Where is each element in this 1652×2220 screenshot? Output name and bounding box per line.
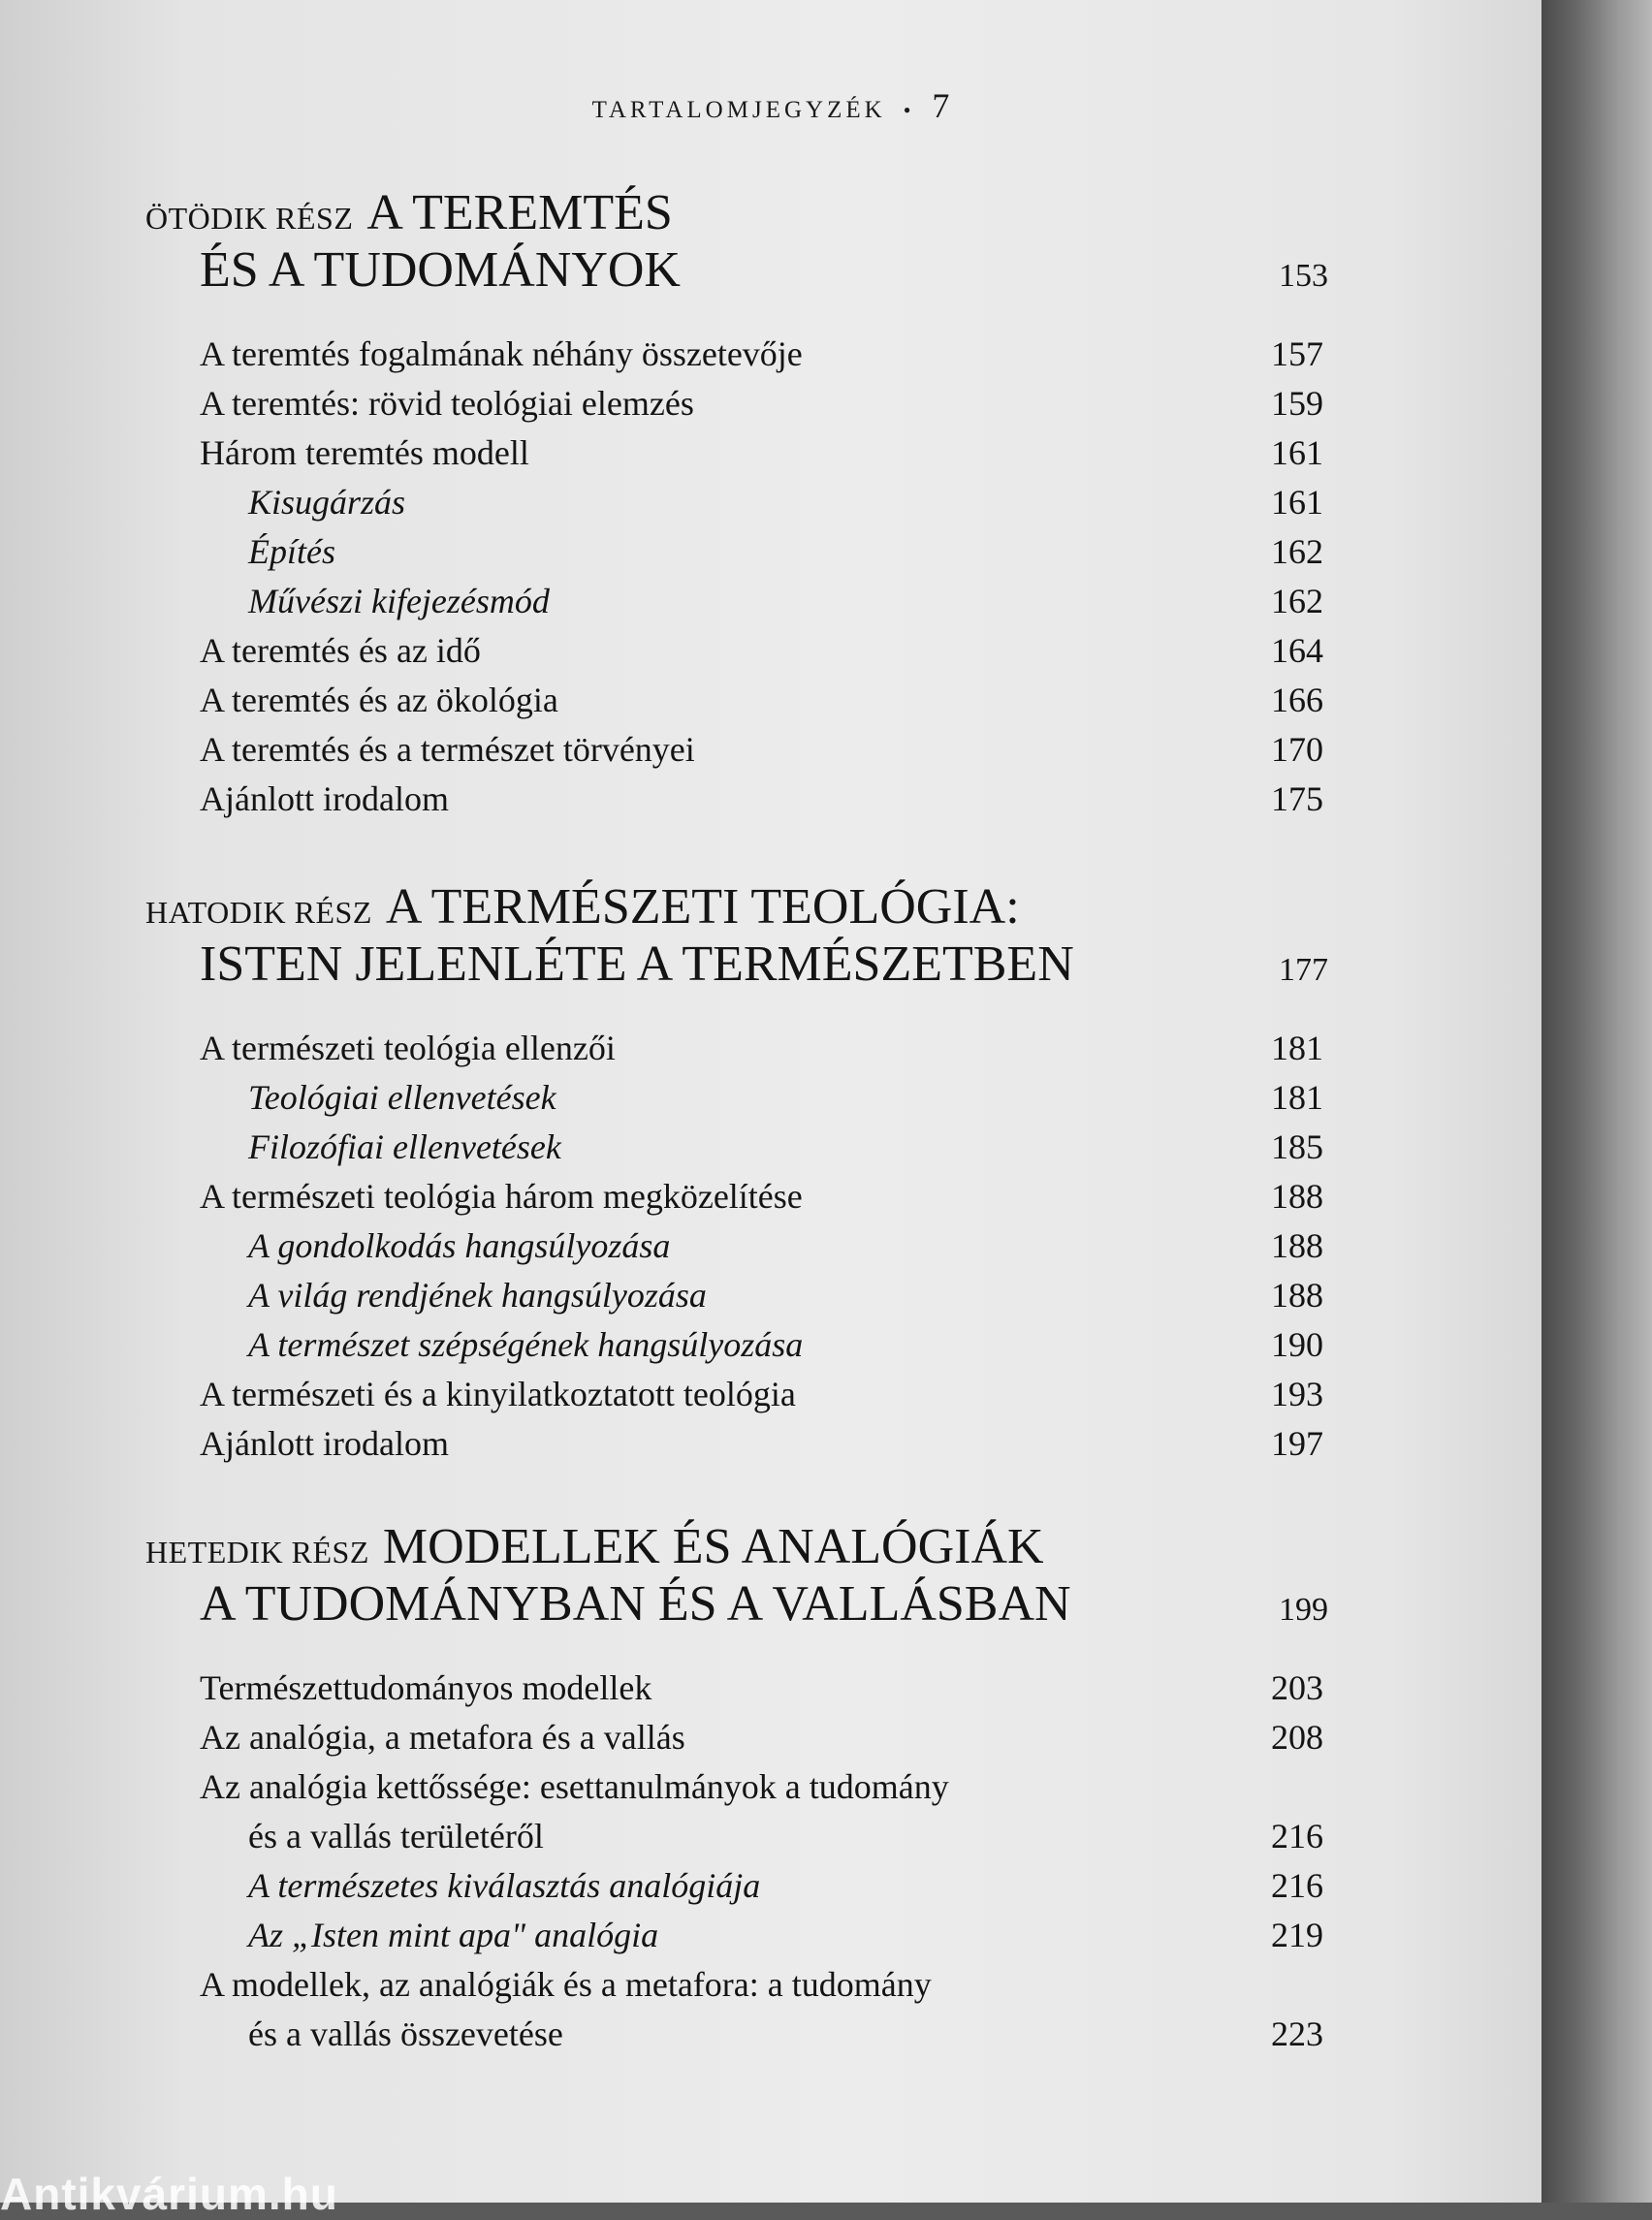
section-heading-line2 bbox=[145, 936, 1328, 999]
section-page-number: 153 bbox=[1279, 258, 1328, 294]
toc-entry-page: 190 bbox=[1271, 1325, 1323, 1364]
toc-subentry bbox=[145, 1320, 1323, 1370]
toc-entry-page: 219 bbox=[1271, 1916, 1323, 1954]
toc-subentry bbox=[145, 1911, 1323, 1960]
toc-subentry bbox=[145, 577, 1323, 626]
page-number: 7 bbox=[932, 86, 950, 125]
toc-entry-title: A természetes kiválasztás analógiája bbox=[248, 1866, 761, 1905]
toc-section bbox=[145, 878, 1328, 1469]
toc-section bbox=[145, 184, 1328, 824]
toc-subentry bbox=[145, 527, 1323, 577]
toc-entry-title: A teremtés fogalmának néhány összetevője bbox=[200, 334, 803, 373]
toc-entry-page: 162 bbox=[1271, 532, 1323, 571]
section-heading-line2 bbox=[145, 1576, 1328, 1638]
toc-entry-page: 188 bbox=[1271, 1276, 1323, 1315]
toc-subentry bbox=[145, 1221, 1323, 1271]
toc-entry-page: 185 bbox=[1271, 1127, 1323, 1166]
toc-entry-title: Az „Isten mint apa" analógia bbox=[248, 1916, 659, 1954]
toc-entry-title: A teremtés és az ökológia bbox=[200, 681, 558, 719]
part-label: HETEDIK RÉSZ bbox=[145, 1535, 369, 1570]
toc-entry-title: A világ rendjének hangsúlyozása bbox=[248, 1276, 707, 1315]
toc-entry bbox=[145, 626, 1323, 676]
section-heading bbox=[145, 1518, 1323, 1576]
toc-subentry bbox=[145, 1073, 1323, 1123]
toc-entry-page: 181 bbox=[1271, 1078, 1323, 1117]
toc-entry bbox=[145, 1762, 1323, 1812]
toc-entry bbox=[145, 1419, 1323, 1469]
toc-entry-title: A természeti teológia ellenzői bbox=[200, 1029, 616, 1067]
part-title-line1: A TERMÉSZETI TEOLÓGIA: bbox=[385, 879, 1020, 935]
toc-entry-title: A teremtés és az idő bbox=[200, 631, 481, 670]
section-page-number: 199 bbox=[1279, 1592, 1328, 1628]
toc-entry-page: 166 bbox=[1271, 681, 1323, 719]
toc-entry-page: 223 bbox=[1271, 2014, 1323, 2053]
toc-entry-title: A természet szépségének hangsúlyozása bbox=[248, 1325, 804, 1364]
toc-entry-page: 203 bbox=[1271, 1668, 1323, 1707]
toc-entries bbox=[145, 1024, 1323, 1469]
part-title-line2: A TUDOMÁNYBAN ÉS A VALLÁSBAN bbox=[200, 1576, 1071, 1632]
toc-entry-title: Három teremtés modell bbox=[200, 433, 529, 472]
toc-entry bbox=[145, 1713, 1323, 1762]
part-title-line1: MODELLEK ÉS ANALÓGIÁK bbox=[382, 1519, 1044, 1574]
toc-entry-page: 181 bbox=[1271, 1029, 1323, 1067]
page-edge-stack bbox=[1541, 0, 1652, 2203]
toc-entry-page: 170 bbox=[1271, 730, 1323, 769]
toc-entry-title: Teológiai ellenvetések bbox=[248, 1078, 556, 1117]
toc-entry-title: Filozófiai ellenvetések bbox=[248, 1127, 561, 1166]
toc-entry-page: 157 bbox=[1271, 334, 1323, 373]
section-heading-line2 bbox=[145, 242, 1328, 304]
toc-entry-title: A modellek, az analógiák és a metafora: a tudomány bbox=[200, 1965, 932, 2004]
toc-entry bbox=[145, 379, 1323, 428]
toc-entry bbox=[145, 1024, 1323, 1073]
toc-entry-page: 216 bbox=[1271, 1866, 1323, 1905]
toc-entry-title: Kisugárzás bbox=[248, 483, 406, 522]
toc-entry-page: 208 bbox=[1271, 1718, 1323, 1757]
toc-entries bbox=[145, 330, 1323, 824]
toc-entry-title: Építés bbox=[248, 532, 335, 571]
toc-entry-title: A gondolkodás hangsúlyozása bbox=[248, 1226, 671, 1265]
toc-entry bbox=[145, 1370, 1323, 1419]
toc-entry-page: 161 bbox=[1271, 483, 1323, 522]
toc-entry bbox=[145, 1960, 1323, 2010]
toc-entry-title: Művészi kifejezésmód bbox=[248, 582, 550, 620]
running-head bbox=[0, 85, 1541, 126]
toc-entry bbox=[145, 428, 1323, 478]
toc-entry bbox=[145, 676, 1323, 725]
watermark: Antikvárium.hu bbox=[0, 2169, 338, 2219]
toc-entry-page: 162 bbox=[1271, 582, 1323, 620]
toc-entry-title: A teremtés és a természet törvényei bbox=[200, 730, 695, 769]
part-label: HATODIK RÉSZ bbox=[145, 895, 372, 930]
toc-entry bbox=[145, 1172, 1323, 1221]
section-heading bbox=[145, 878, 1323, 936]
running-head-bullet: • bbox=[903, 98, 915, 122]
toc-entry-page: 193 bbox=[1271, 1375, 1323, 1413]
toc-entry-page: 161 bbox=[1271, 433, 1323, 472]
section-page-number: 177 bbox=[1279, 952, 1328, 988]
toc-entry bbox=[145, 775, 1323, 824]
toc-entry-page: 159 bbox=[1271, 384, 1323, 423]
toc-subentry bbox=[145, 1271, 1323, 1320]
toc-entry-title: Ajánlott irodalom bbox=[200, 779, 449, 818]
part-label: ÖTÖDIK RÉSZ bbox=[145, 201, 354, 236]
toc-entry-page: 216 bbox=[1271, 1817, 1323, 1855]
toc-entry-page: 164 bbox=[1271, 631, 1323, 670]
toc-subentry bbox=[145, 478, 1323, 527]
toc-entry-page: 188 bbox=[1271, 1226, 1323, 1265]
toc-entry-title: A természeti teológia három megközelítése bbox=[200, 1177, 803, 1216]
toc-entry-page: 197 bbox=[1271, 1424, 1323, 1463]
part-title-line2: ISTEN JELENLÉTE A TERMÉSZETBEN bbox=[200, 936, 1074, 992]
toc-entry bbox=[145, 1664, 1323, 1713]
toc-entry-title: Az analógia, a metafora és a vallás bbox=[200, 1718, 685, 1757]
toc-entry-title: és a vallás területéről bbox=[248, 1817, 544, 1855]
toc-entry-title: és a vallás összevetése bbox=[248, 2014, 563, 2053]
toc-subentry bbox=[145, 1861, 1323, 1911]
toc-entry-title: Az analógia kettőssége: esettanulmányok a tudomány bbox=[200, 1767, 949, 1806]
toc-entry-page: 175 bbox=[1271, 779, 1323, 818]
toc-entries bbox=[145, 1664, 1323, 2059]
toc-entry-continuation bbox=[145, 1812, 1323, 1861]
section-heading bbox=[145, 184, 1323, 242]
toc-entry-continuation bbox=[145, 2010, 1323, 2059]
toc-entry-title: Ajánlott irodalom bbox=[200, 1424, 449, 1463]
toc-entry bbox=[145, 725, 1323, 775]
part-title-line1: A TEREMTÉS bbox=[366, 185, 673, 240]
toc-entry-title: Természettudományos modellek bbox=[200, 1668, 652, 1707]
toc-section bbox=[145, 1518, 1328, 2059]
running-head-title: TARTALOMJEGYZÉK bbox=[591, 97, 886, 123]
toc-entry-title: A teremtés: rövid teológiai elemzés bbox=[200, 384, 694, 423]
toc-entry-title: A természeti és a kinyilatkoztatott teológia bbox=[200, 1375, 796, 1413]
toc-subentry bbox=[145, 1123, 1323, 1172]
part-title-line2: ÉS A TUDOMÁNYOK bbox=[200, 242, 681, 298]
toc-entry-page: 188 bbox=[1271, 1177, 1323, 1216]
toc-entry bbox=[145, 330, 1323, 379]
